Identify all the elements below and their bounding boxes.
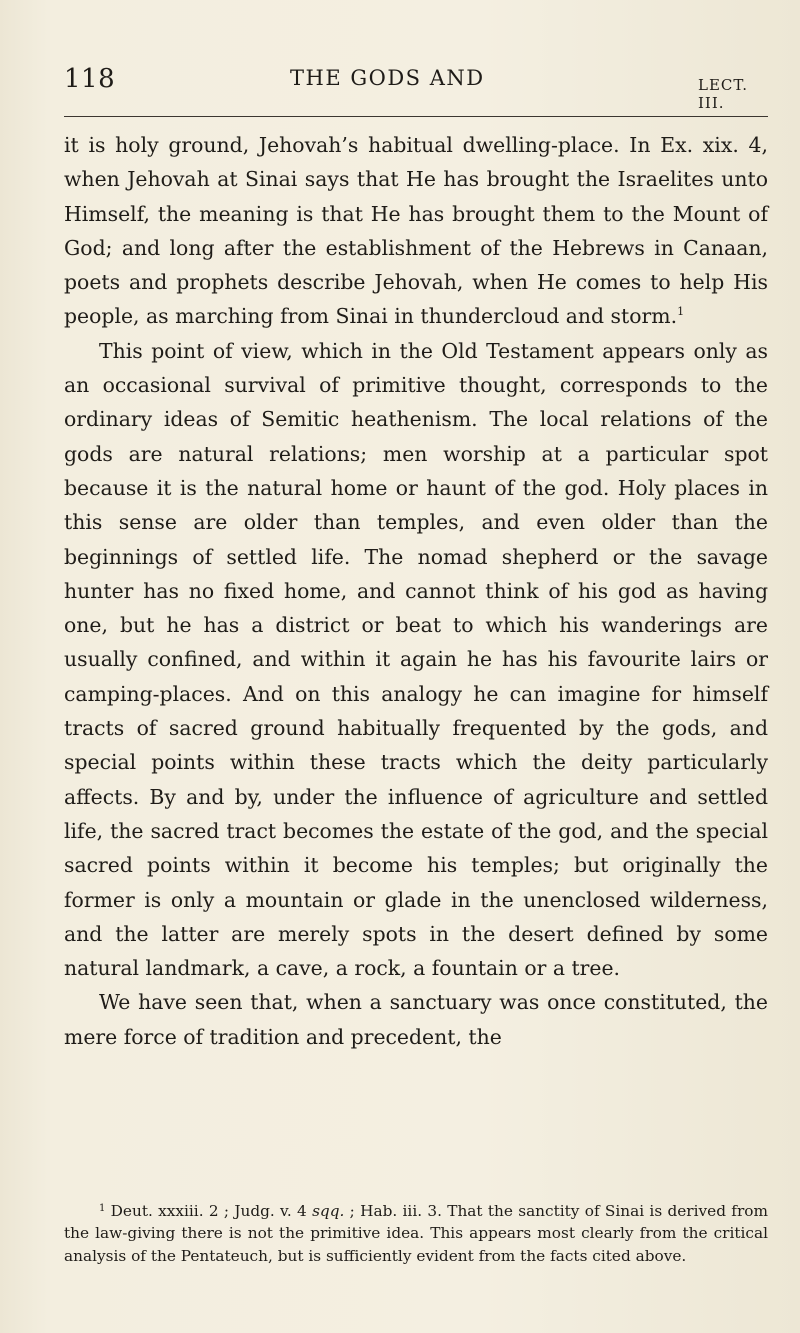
lecture-mark: LECT. III.: [698, 76, 748, 112]
page-number: 118: [64, 64, 116, 94]
body-text: [64, 128, 768, 1054]
paragraph-1: [64, 128, 768, 334]
footnote-part-2: ; Hab. iii. 3. That the sanctity of Sinai is derived from the law-giving there is not the primitive idea. This appears most clearly from the critical analysis of the Pentateuch, but is sufficiently evident from the facts cited above.: [64, 1202, 768, 1265]
footnote: [64, 1200, 768, 1267]
running-head: THE GODS AND: [290, 66, 485, 90]
page-header: [64, 64, 764, 112]
paragraph-2: This point of view, which in the Old Testament appears only as an occasional survival of primitive thought, corresponds to the ordinary ideas of Semitic heathenism. The local relations of the gods are natural relations; men worship at a particular spot because it is the natural home or haunt of the god. Holy places in this sense are older than temples, and even older than the beginnings of settled life. The nomad shepherd or the savage hunter has no fixed home, and cannot think of his god as having one, but he has a district or beat to which his wanderings are usually confined, and within it again he has his favourite lairs or camping-places. And on this analogy he can imagine for himself tracts of sacred ground habitually frequented by the gods, and special points within these tracts which the deity particularly affects. By and by, under the influence of agriculture and settled life, the sacred tract becomes the estate of the god, and the special sacred points within it become his temples; but originally the former is only a mountain or glade in the unenclosed wilderness, and the latter are merely spots in the desert defined by some natural landmark, a cave, a rock, a fountain or a tree.: [64, 338, 768, 981]
paragraph-1-text: it is holy ground, Jehovah’s habitual dwelling-place. In Ex. xix. 4, when Jehovah at Sinai says that He has brought the Israelites unto Himself, the meaning is that He has brought them to the Mount of God; and long after the establishment of the Hebrews in Canaan, poets and prophets describe Jehovah, when He comes to help His people, as marching from Sinai in thundercloud and storm.: [64, 133, 768, 329]
footnote-part-1: Deut. xxxiii. 2 ; Judg. v. 4: [105, 1202, 313, 1220]
footnote-italic: sqq.: [312, 1202, 345, 1220]
footnote-text: [64, 1200, 768, 1267]
footnote-mark: 1: [99, 1203, 106, 1214]
header-rule: [64, 116, 768, 117]
paragraph-3: We have seen that, when a sanctuary was once constituted, the mere force of tradition and precedent, the: [64, 990, 768, 1049]
footnote-reference: 1: [677, 305, 685, 319]
